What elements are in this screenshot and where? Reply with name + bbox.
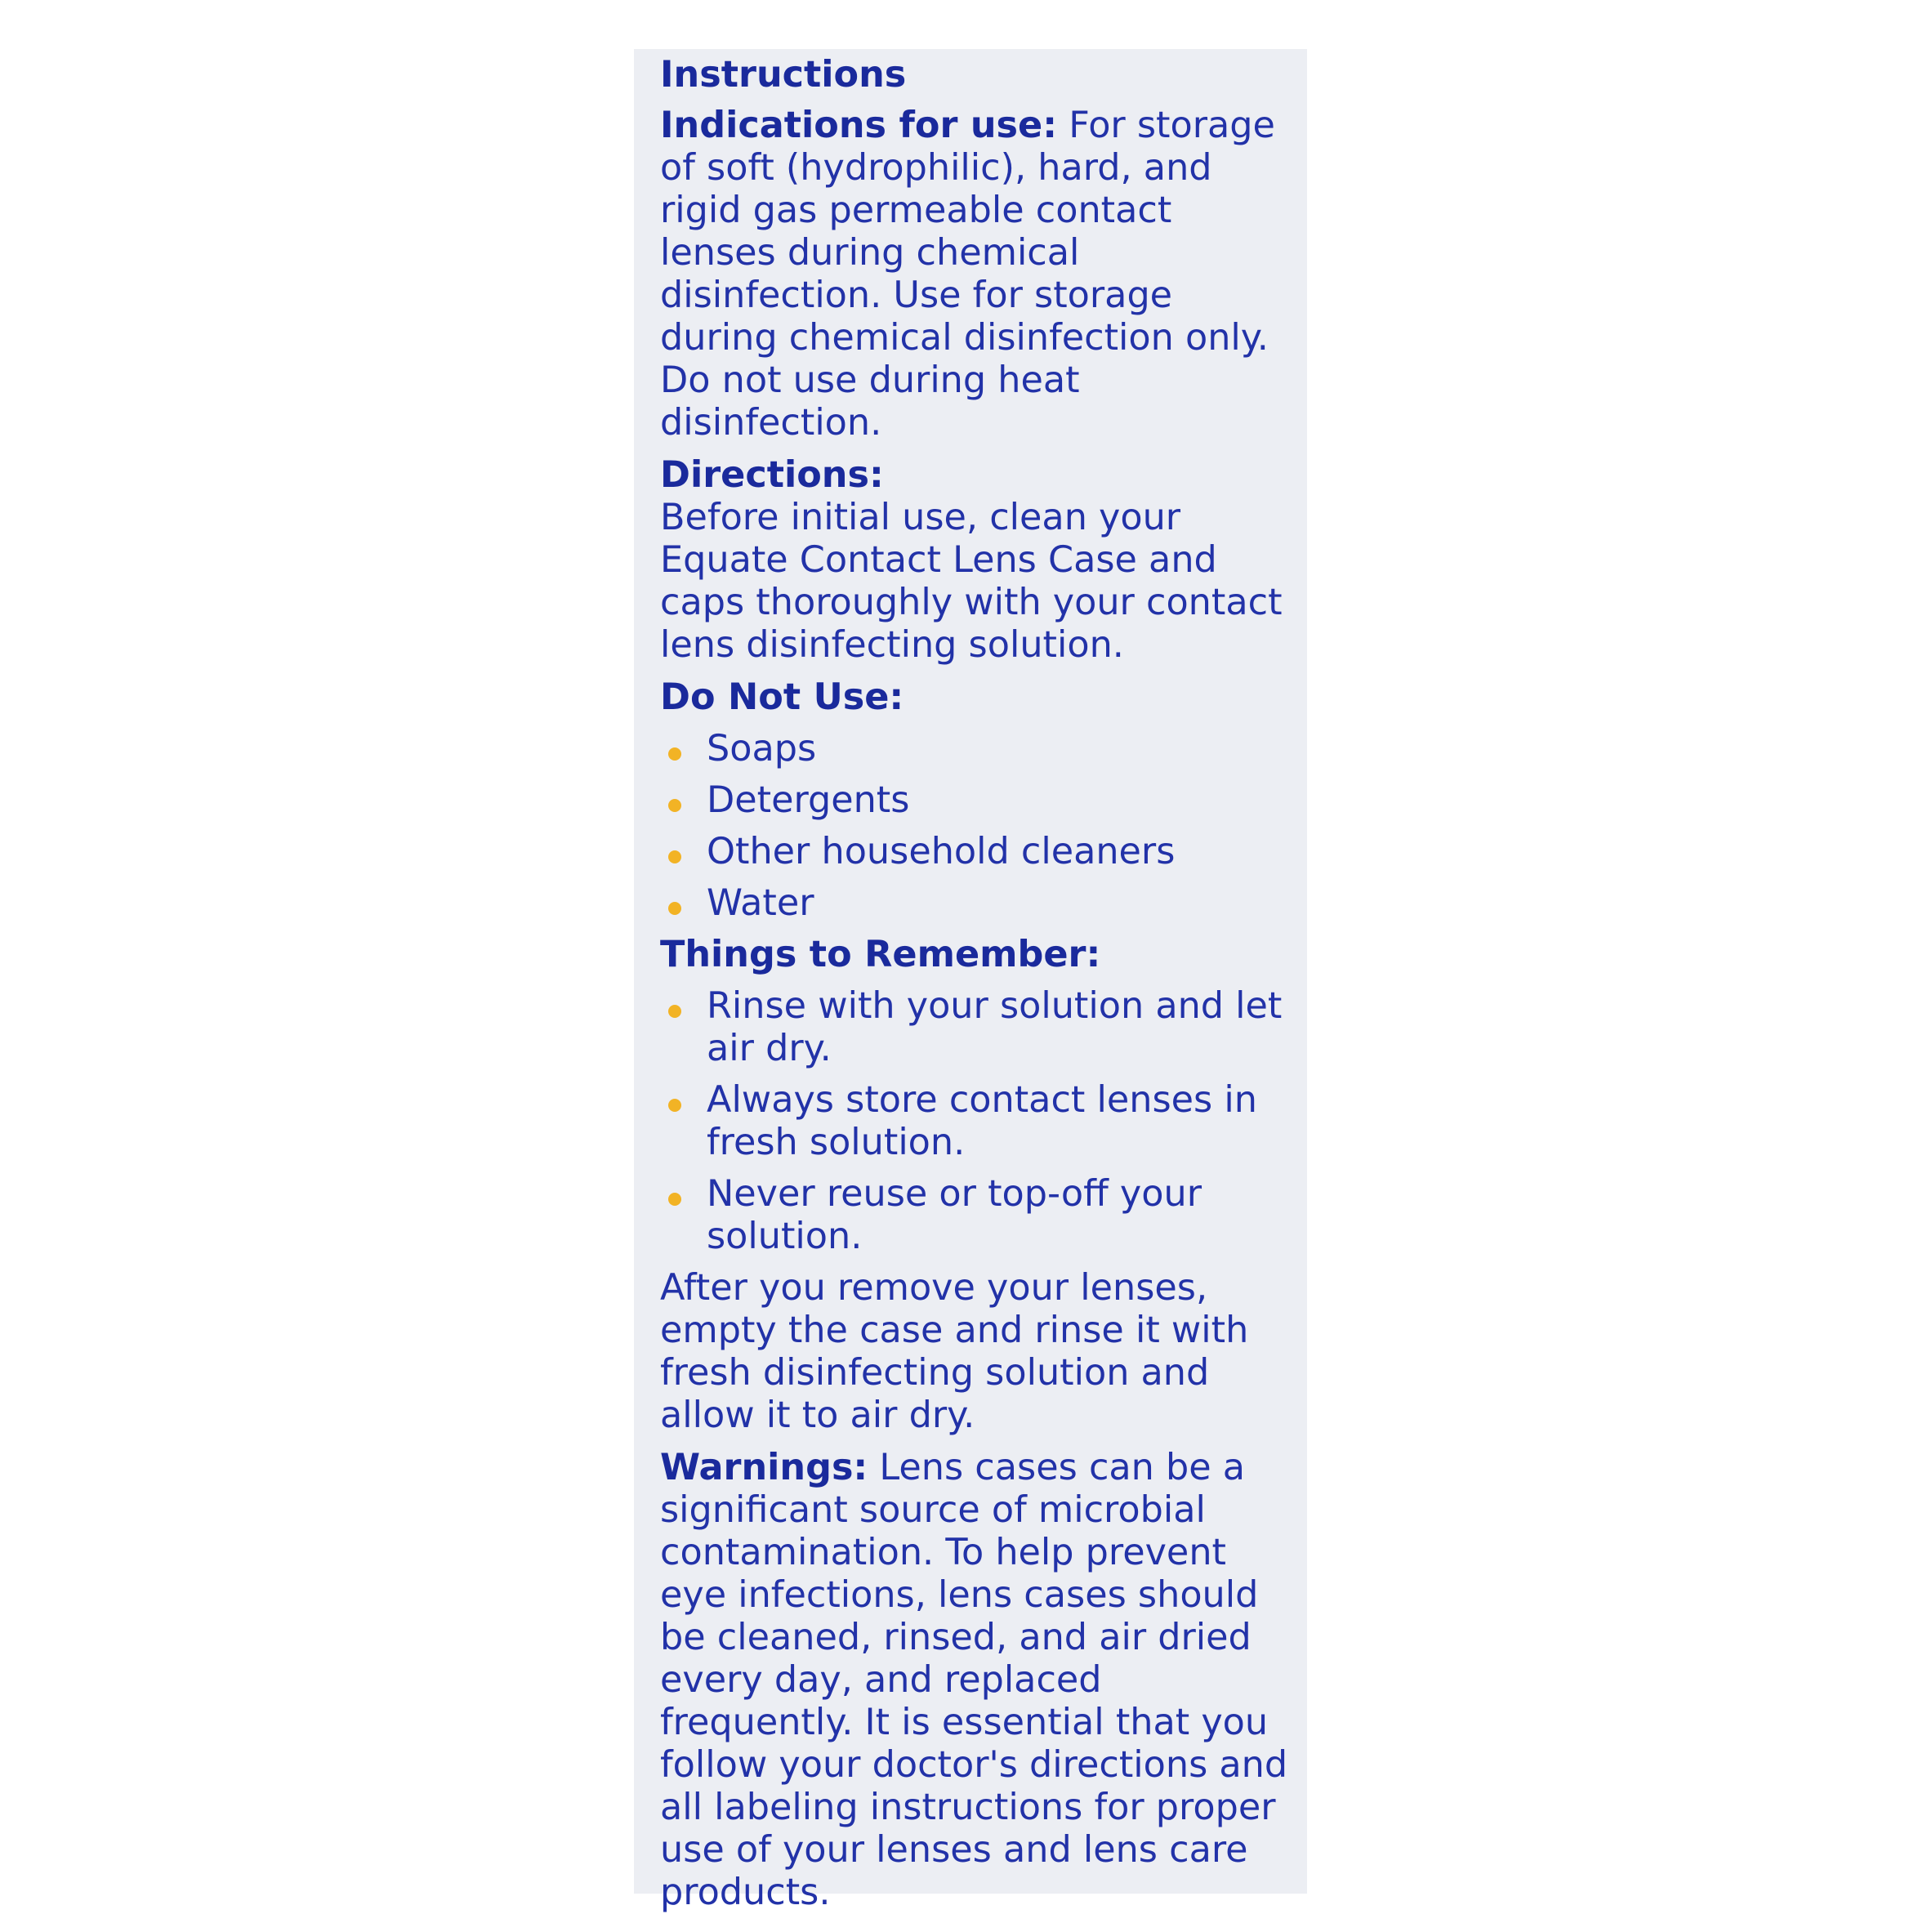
things-to-remember-heading: Things to Remember:: [660, 934, 1101, 975]
dot-bullet-icon: [668, 1005, 681, 1018]
list-item-text: Detergents: [707, 779, 910, 821]
list-item: [660, 779, 1294, 822]
things-to-remember-list: [660, 985, 1294, 1258]
list-item: [660, 1173, 1294, 1258]
instructions-title: Instructions: [660, 54, 907, 96]
dot-bullet-icon: [668, 902, 681, 915]
list-item-text: Water: [707, 882, 814, 924]
dot-bullet-icon: [668, 850, 681, 863]
indications-text: For storage of soft (hydrophilic), hard, and rigid gas permeable contact lenses during chemical disinfection. Use for storage during chemical disinfection only. Do not use during heat disinfection.: [660, 105, 1275, 444]
list-item: [660, 1079, 1294, 1164]
dot-bullet-icon: [668, 799, 681, 812]
list-item-text: Soaps: [707, 728, 817, 770]
list-item: [660, 985, 1294, 1070]
dot-bullet-icon: [668, 1193, 681, 1206]
warnings-section: [660, 1447, 1294, 1914]
dot-bullet-icon: [668, 1099, 681, 1112]
directions-text: Before initial use, clean your Equate Contact Lens Case and caps thoroughly with your contact lens disinfecting solution.: [660, 497, 1283, 666]
directions-heading: Directions:: [660, 454, 884, 496]
list-item-text: Rinse with your solution and let air dry.: [707, 985, 1283, 1069]
things-to-remember-section: [660, 934, 1294, 1258]
do-not-use-heading: Do Not Use:: [660, 676, 904, 718]
indications-heading: Indications for use:: [660, 105, 1058, 146]
do-not-use-section: [660, 676, 1294, 925]
list-item: [660, 831, 1294, 873]
directions-section: [660, 454, 1294, 667]
warnings-heading: Warnings:: [660, 1447, 868, 1488]
list-item-text: Other household cleaners: [707, 831, 1176, 872]
list-item: [660, 882, 1294, 925]
list-item-text: Never reuse or top-off your solution.: [707, 1173, 1202, 1257]
warnings-text: Lens cases can be a significant source of microbial contamination. To help prevent eye infections, lens cases should be cleaned, rinsed, and air dried every day, and replaced frequently. It is essential that you follow your doctor's directions and all labeling instructions for proper use of your lenses and lens care products.: [660, 1447, 1288, 1913]
indications-section: [660, 105, 1294, 444]
instructions-panel: [634, 49, 1307, 1913]
list-item-text: Always store contact lenses in fresh solution.: [707, 1079, 1257, 1163]
dot-bullet-icon: [668, 747, 681, 761]
after-removal-text: After you remove your lenses, empty the case and rinse it with fresh disinfecting solution and allow it to air dry.: [660, 1267, 1249, 1436]
do-not-use-list: [660, 728, 1294, 925]
list-item: [660, 728, 1294, 770]
